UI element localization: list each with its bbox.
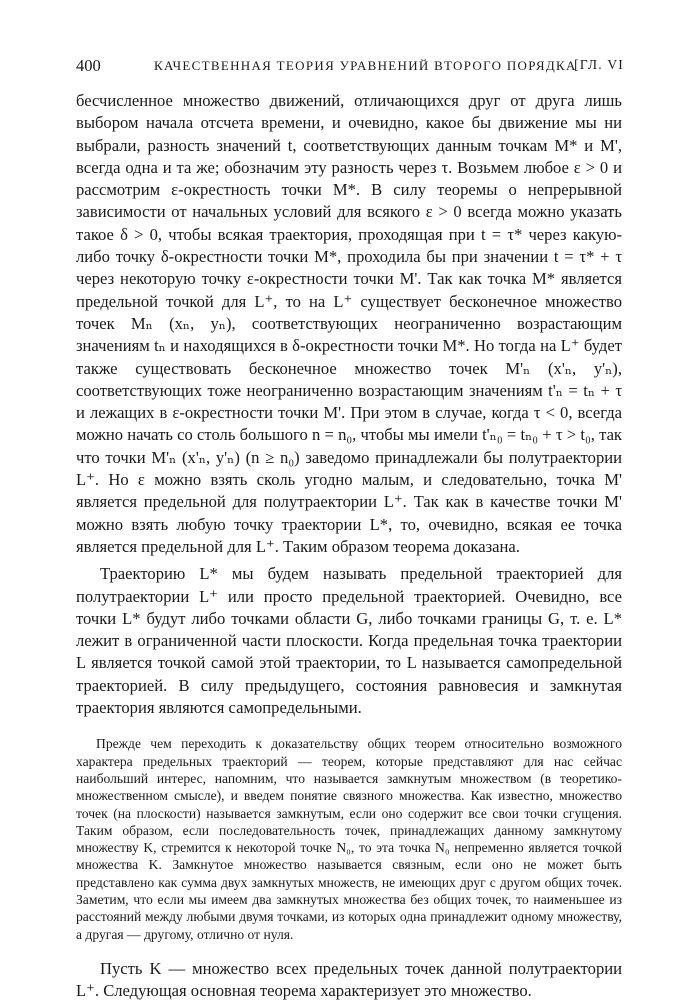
page-body [76,90,622,1002]
paragraph-limit-set: Пусть K — множество всех предельных точек данной полутраектории L⁺. Следующая основная теорема характеризует это множество. [76,958,622,1001]
page-number: 400 [76,56,101,75]
chapter-label: [ГЛ. VI [574,57,624,72]
page-header [76,56,624,80]
paragraph-proof-continuation: бесчисленное множество движений, отличающихся друг от друга лишь выбором начала отсчета времени, и очевидно, какое бы движение мы ни выбрали, разность значений t, соответствующих данным точкам M* и M', всегда одна и та же; обозначим эту разность через τ. Возьмем любое ε > 0 и рассмотрим ε-окрестность точки M*. В силу теоремы о непрерывной зависимости от начальных условий для всякого ε > 0 всегда можно указать такое δ > 0, чтобы всякая траектория, проходящая при t = τ* через какую-либо точку δ-окрестности точки M*, проходила бы при значении t = τ* + τ через некоторую точку ε-окрестности точки M'. Так как точка M* является предельной точкой для L⁺, то на L⁺ существует бесконечное множество точек Mₙ (xₙ, yₙ), соответствующих неограниченно возрастающим значениям tₙ и находящихся в δ-окрестности точки M*. Но тогда на L⁺ будет также существовать бесконечное множество точек M'ₙ (x'ₙ, y'ₙ), соответствующих тоже неограниченно возрастающим значениям t'ₙ = tₙ + τ и лежащих в ε-окрестности точки M'. При этом в случае, когда τ < 0, всегда можно начать со столь большого n = n₀, чтобы мы имели t'ₙ₀ = tₙ₀ + τ > t₀, так что точки M'ₙ (x'ₙ, y'ₙ) (n ≥ n₀) заведомо принадлежали бы полутраектории L⁺. Но ε можно взять сколь угодно малым, и следовательно, точка M' является предельной для полутраектории L⁺. Так как в качестве точки M' можно взять любую точку траектории L*, то, очевидно, всякая ее точка является предельной для L⁺. Таким образом теорема доказана. [76,91,622,556]
paragraph-closed-set-note: Прежде чем переходить к доказательству общих теорем относительно возможного характера предельных траекторий — теорем, которые представляют для нас сейчас наибольший интерес, напомним, что называется замкнутым множеством (в теоретико-множественном смысле), и введем понятие связного множества. Как известно, множество точек (на плоскости) называется замкнутым, если оно содержит все свои точки сгущения. Таким образом, если последовательность точек, принадлежащих данному замкнутому множеству K, стремится к некоторой точке N₀, то эта точка N₀ непременно является точкой множества K. Замкнутое множество называется связным, если оно не может быть представлено как сумма двух замкнутых множеств, не имеющих друг с другом общих точек. Заметим, что если мы имеем два замкнутых множества без общих точек, то наименьшее из расстояний между любыми двумя точками, из которых одна принадлежит одному множеству, а другая — другому, отлично от нуля. [76,736,622,942]
paragraph-limit-trajectory: Траекторию L* мы будем называть предельной траекторией для полутраектории L⁺ или просто предельной траекторией. Очевидно, все точки L* будут либо точками области G, либо точками границы G, т. е. L* лежит в ограниченной части плоскости. Когда предельная точка траектории L является точкой самой этой траектории, то L называется самопредельной траекторией. В силу предыдущего, состояния равновесия и замкнутая траектория являются самопредельными. [76,564,622,718]
running-title: КАЧЕСТВЕННАЯ ТЕОРИЯ УРАВНЕНИЙ ВТОРОГО ПОРЯДКА [154,58,577,73]
